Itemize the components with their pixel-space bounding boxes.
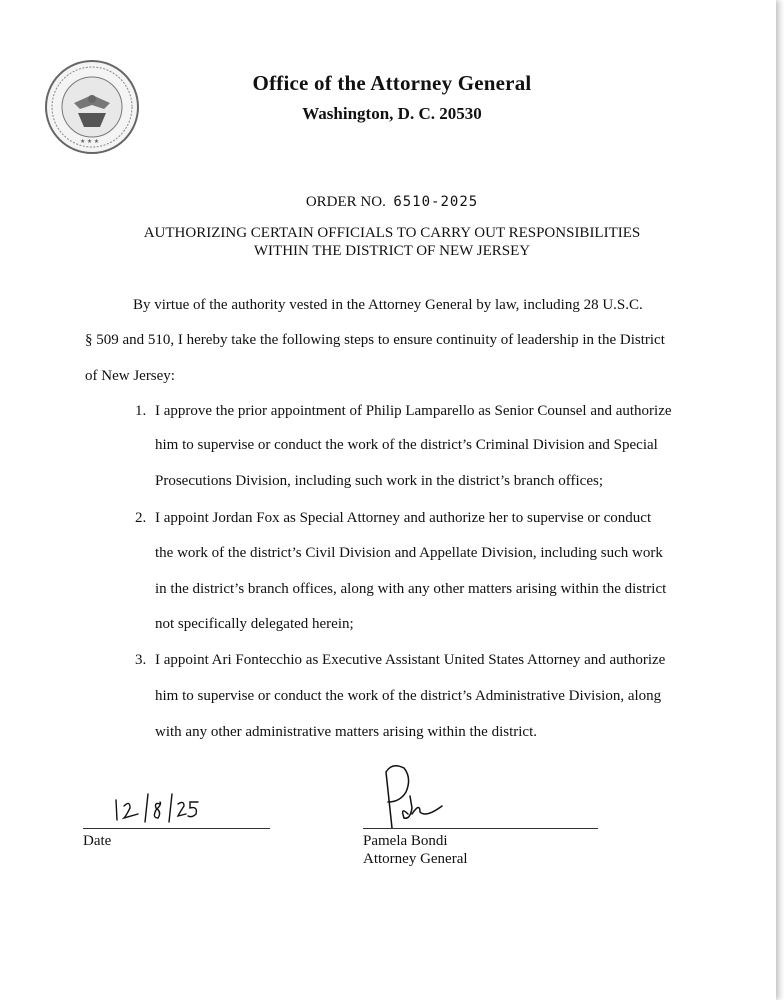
office-address: Washington, D. C. 20530 [302,104,482,123]
list-line: him to supervise or conduct the work of the district’s Criminal Division and Special [155,437,658,453]
signer-name: Pamela Bondi [363,833,448,849]
order-title-line: WITHIN THE DISTRICT OF NEW JERSEY [253,243,531,259]
list-line: the work of the district’s Civil Division and Appellate Division, including such work [155,545,663,561]
order-number-value: 6510-2025 [393,194,479,210]
list-line: in the district’s branch offices, along with any other matters arising within the district [155,581,667,597]
signature-line [363,828,598,829]
list-line: not specifically delegated herein; [155,616,354,632]
office-title: Office of the Attorney General [252,71,532,95]
intro-line: of New Jersey: [85,368,175,384]
list-line: him to supervise or conduct the work of the district’s Administrative Division, along [155,688,662,704]
signature [370,762,460,832]
order-label: ORDER NO. [305,194,386,210]
list-number: 3. [135,652,147,668]
date-label: Date [83,833,112,849]
list-number: 2. [135,510,147,526]
list-number: 1. [135,403,147,419]
order-title-line: AUTHORIZING CERTAIN OFFICIALS TO CARRY OUT RESPONSIBILITIES [143,225,641,241]
list-line: I appoint Ari Fontecchio as Executive Assistant United States Attorney and authorize [155,652,666,668]
date-line [83,828,270,829]
handwritten-date [108,790,208,826]
signer-title: Attorney General [363,851,468,867]
intro-line: By virtue of the authority vested in the Attorney General by law, including 28 U.S.C. [133,297,643,313]
list-line: I appoint Jordan Fox as Special Attorney and authorize her to supervise or conduct [155,510,652,526]
list-line: Prosecutions Division, including such work in the district’s branch offices; [155,473,603,489]
list-line: with any other administrative matters arising within the district. [155,724,538,740]
svg-text:★ ★ ★: ★ ★ ★ [80,139,100,145]
intro-line: § 509 and 510, I hereby take the following steps to ensure continuity of leadership in the District [85,332,665,348]
list-line: I approve the prior appointment of Philip Lamparello as Senior Counsel and authorize [155,403,672,419]
order-number [0,193,784,211]
